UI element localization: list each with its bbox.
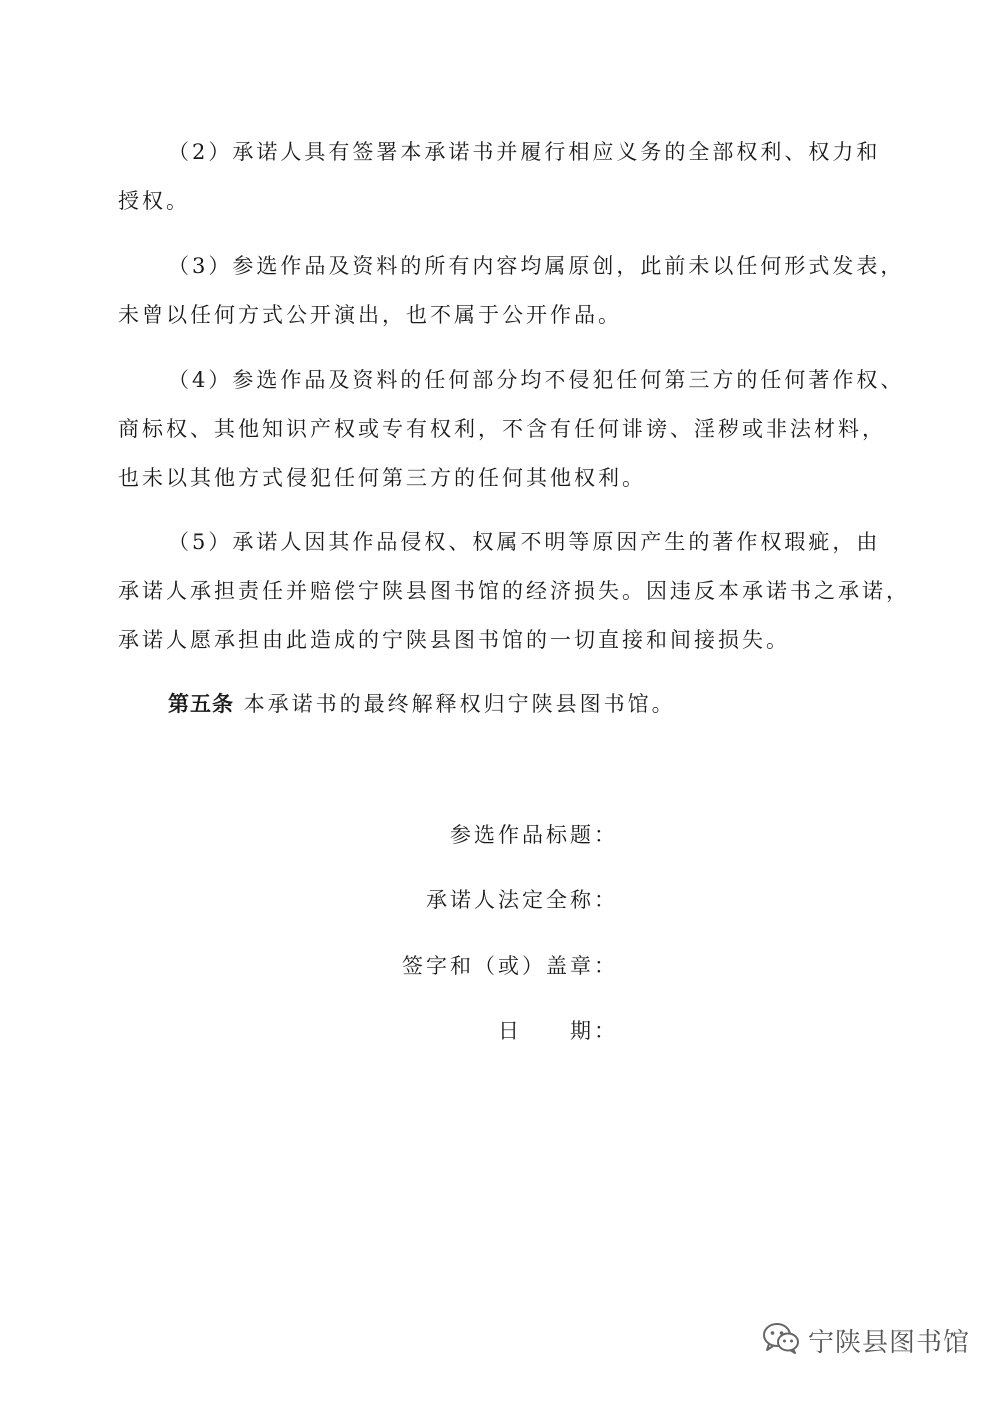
article-5 (168, 692, 676, 716)
clause-5-line-1: （5）承诺人因其作品侵权、权属不明等原因产生的著作权瑕疵，由 (168, 530, 881, 554)
wechat-icon (762, 1322, 800, 1358)
date-label: 日 期： (498, 1019, 618, 1043)
clause-3-line-1: （3）参选作品及资料的所有内容均属原创，此前未以任何形式发表， (168, 254, 905, 278)
clause-2-line-2: 授权。 (118, 189, 190, 213)
clause-4-line-2: 商标权、其他知识产权或专有权利，不含有任何诽谤、淫秽或非法材料， (118, 417, 886, 441)
article-5-text: 本承诺书的最终解释权归宁陕县图书馆。 (243, 692, 676, 716)
clause-4-line-3: 也未以其他方式侵犯任何第三方的任何其他权利。 (118, 466, 646, 490)
watermark-text: 宁陕县图书馆 (807, 1327, 970, 1358)
clause-5-line-3: 承诺人愿承担由此造成的宁陕县图书馆的一切直接和间接损失。 (118, 628, 790, 652)
signature-seal-label: 签字和（或）盖章： (402, 954, 618, 978)
entry-title-label: 参选作品标题： (450, 823, 618, 847)
watermark (762, 1320, 970, 1360)
clause-4-line-1: （4）参选作品及资料的任何部分均不侵犯任何第三方的任何著作权、 (168, 368, 905, 392)
clause-5-line-2: 承诺人承担责任并赔偿宁陕县图书馆的经济损失。因违反本承诺书之承诺， (118, 579, 910, 603)
article-5-label: 第五条 (168, 691, 234, 716)
clause-2-line-1: （2）承诺人具有签署本承诺书并履行相应义务的全部权利、权力和 (168, 140, 881, 164)
clause-3-line-2: 未曾以任何方式公开演出，也不属于公开作品。 (118, 303, 622, 327)
pledger-name-label: 承诺人法定全称： (426, 888, 618, 912)
